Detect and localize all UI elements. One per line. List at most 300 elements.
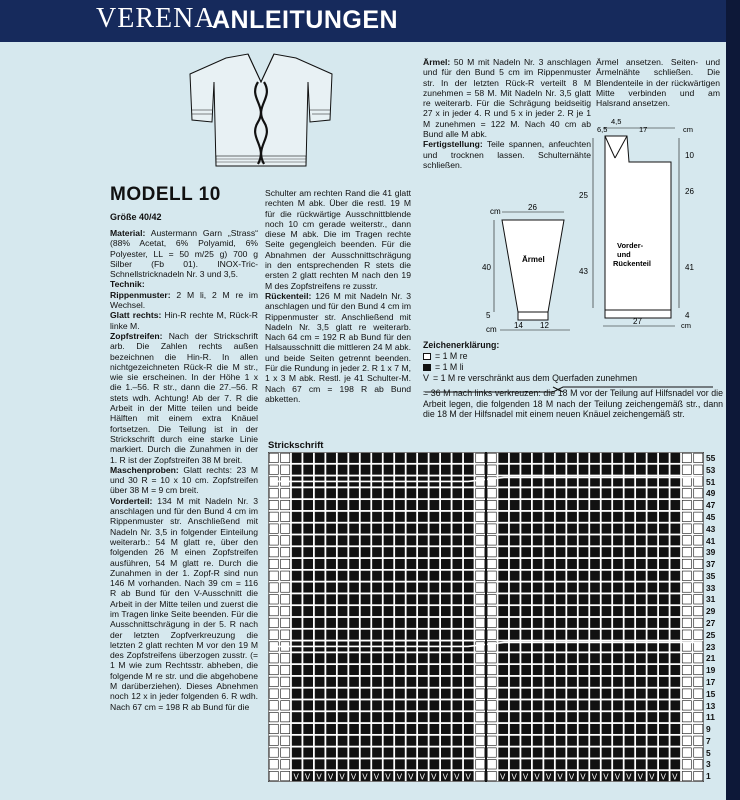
purl-cell [384, 665, 393, 674]
purl-cell [441, 748, 450, 757]
purl-cell [510, 453, 519, 462]
purl-cell [407, 630, 416, 639]
purl-cell [636, 583, 645, 592]
purl-cell [648, 630, 657, 639]
knit-cell [682, 583, 691, 592]
purl-cell [625, 665, 634, 674]
increase-mark: V [431, 772, 437, 782]
purl-cell [636, 748, 645, 757]
purl-cell [648, 547, 657, 556]
body-right-2: 26 [685, 187, 694, 196]
purl-cell [350, 489, 359, 498]
purl-cell [568, 724, 577, 733]
purl-cell [671, 701, 680, 710]
purl-cell [372, 618, 381, 627]
body-top-2: 6,5 [597, 125, 608, 134]
purl-cell [418, 760, 427, 769]
knit-cell [694, 677, 703, 686]
purl-cell [407, 712, 416, 721]
knit-cell [487, 606, 496, 615]
knit-cell [694, 571, 703, 580]
purl-cell [350, 724, 359, 733]
knit-cell [476, 595, 485, 604]
purl-cell [372, 583, 381, 592]
knit-cell [476, 512, 485, 521]
purl-cell [568, 665, 577, 674]
purl-cell [568, 571, 577, 580]
purl-cell [327, 500, 336, 509]
purl-cell [556, 724, 565, 733]
purl-cell [338, 618, 347, 627]
purl-cell [659, 500, 668, 509]
purl-cell [590, 559, 599, 568]
knit-cell [476, 654, 485, 663]
purl-cell [372, 654, 381, 663]
purl-cell [625, 536, 634, 545]
purl-cell [510, 630, 519, 639]
purl-cell [671, 748, 680, 757]
chart-row-number: 43 [706, 523, 716, 534]
knit-cell [476, 500, 485, 509]
purl-cell [304, 512, 313, 521]
purl-cell [361, 583, 370, 592]
purl-cell [407, 618, 416, 627]
purl-cell [556, 736, 565, 745]
purl-cell [464, 453, 473, 462]
chart-row-number: 47 [706, 500, 716, 511]
purl-cell [453, 547, 462, 556]
purl-cell [441, 677, 450, 686]
purl-cell [395, 712, 404, 721]
knit-cell [281, 583, 290, 592]
knit-cell [281, 630, 290, 639]
increase-mark: V [660, 772, 666, 782]
chart-row-number: 3 [706, 759, 711, 770]
purl-cell [453, 724, 462, 733]
purl-cell [499, 547, 508, 556]
instructions-column-4 [596, 57, 720, 108]
purl-cell [361, 701, 370, 710]
knit-cell [694, 595, 703, 604]
purl-cell [522, 736, 531, 745]
purl-cell [499, 595, 508, 604]
increase-mark: V [385, 772, 391, 782]
purl-cell [659, 748, 668, 757]
body-label-2: und [617, 250, 631, 259]
purl-cell [613, 724, 622, 733]
knit-cell [694, 453, 703, 462]
purl-cell [590, 606, 599, 615]
purl-cell [315, 489, 324, 498]
purl-cell [522, 618, 531, 627]
knit-cell [682, 500, 691, 509]
purl-cell [625, 559, 634, 568]
purl-cell [384, 453, 393, 462]
purl-cell [613, 689, 622, 698]
knit-cell [487, 571, 496, 580]
purl-cell [304, 571, 313, 580]
sleeve-label: Ärmel [522, 255, 545, 264]
knit-cell [269, 512, 278, 521]
knit-cell [487, 677, 496, 686]
purl-cell [613, 618, 622, 627]
purl-cell [350, 559, 359, 568]
knit-cell [269, 500, 278, 509]
knit-cell [682, 559, 691, 568]
knit-cell [476, 524, 485, 533]
purl-cell [522, 630, 531, 639]
knit-cell [682, 524, 691, 533]
purl-cell [671, 736, 680, 745]
knit-cell [269, 771, 278, 780]
purl-cell [533, 701, 542, 710]
purl-cell [304, 748, 313, 757]
purl-cell [430, 453, 439, 462]
purl-cell [659, 512, 668, 521]
purl-cell [579, 500, 588, 509]
instructions-column-1 [110, 228, 258, 712]
purl-cell [545, 618, 554, 627]
purl-cell [292, 512, 301, 521]
purl-cell [533, 524, 542, 533]
purl-cell [292, 689, 301, 698]
purl-cell [556, 677, 565, 686]
purl-cell [625, 724, 634, 733]
purl-cell [418, 524, 427, 533]
purl-cell [659, 689, 668, 698]
purl-cell [579, 701, 588, 710]
purl-cell [441, 500, 450, 509]
legend-item-purl: = 1 M li [423, 362, 723, 373]
purl-cell [499, 512, 508, 521]
purl-cell [556, 665, 565, 674]
increase-mark: V [293, 772, 299, 782]
purl-cell [315, 618, 324, 627]
purl-cell [602, 595, 611, 604]
purl-cell [372, 701, 381, 710]
purl-cell [545, 559, 554, 568]
purl-cell [510, 736, 519, 745]
purl-cell [613, 665, 622, 674]
purl-cell [499, 500, 508, 509]
purl-cell [464, 583, 473, 592]
purl-cell [568, 748, 577, 757]
purl-cell [648, 760, 657, 769]
purl-cell [648, 618, 657, 627]
purl-cell [636, 536, 645, 545]
purl-cell [384, 465, 393, 474]
purl-cell [315, 536, 324, 545]
purl-cell [441, 701, 450, 710]
purl-cell [556, 559, 565, 568]
knit-cell [682, 736, 691, 745]
purl-cell [453, 654, 462, 663]
body-left-2: 43 [579, 267, 588, 276]
chart-row-number: 7 [706, 735, 711, 746]
purl-cell [292, 489, 301, 498]
purl-cell [418, 559, 427, 568]
purl-cell [395, 595, 404, 604]
purl-cell [671, 453, 680, 462]
purl-cell [671, 524, 680, 533]
purl-cell [568, 559, 577, 568]
purl-cell [625, 689, 634, 698]
purl-cell [533, 571, 542, 580]
purl-cell [659, 595, 668, 604]
purl-cell [430, 500, 439, 509]
purl-cell [464, 547, 473, 556]
purl-cell [407, 665, 416, 674]
knit-cell [281, 654, 290, 663]
purl-cell [671, 618, 680, 627]
purl-cell [441, 583, 450, 592]
knit-cell [281, 559, 290, 568]
purl-cell [499, 606, 508, 615]
purl-cell [292, 712, 301, 721]
purl-cell [499, 654, 508, 663]
purl-cell [304, 453, 313, 462]
purl-cell [430, 701, 439, 710]
purl-cell [625, 654, 634, 663]
purl-cell [625, 500, 634, 509]
purl-cell [659, 465, 668, 474]
purl-cell [499, 724, 508, 733]
sleeve-cuff: 5 [486, 311, 491, 320]
purl-cell [372, 465, 381, 474]
purl-cell [671, 760, 680, 769]
purl-cell [613, 571, 622, 580]
purl-cell [418, 571, 427, 580]
body-label-3: Rückenteil [613, 259, 651, 268]
empty-square-icon [423, 353, 431, 360]
purl-cell [545, 547, 554, 556]
purl-cell [327, 536, 336, 545]
purl-cell [338, 500, 347, 509]
sleeve-bottom-1: 14 [514, 321, 523, 330]
purl-cell [407, 736, 416, 745]
chart-row-number: 33 [706, 582, 716, 593]
knit-cell [694, 583, 703, 592]
purl-cell [453, 677, 462, 686]
purl-cell [602, 689, 611, 698]
purl-cell [556, 571, 565, 580]
purl-cell [418, 701, 427, 710]
purl-cell [430, 512, 439, 521]
purl-cell [602, 630, 611, 639]
purl-cell [395, 689, 404, 698]
purl-cell [648, 524, 657, 533]
purl-cell [292, 606, 301, 615]
purl-cell [315, 630, 324, 639]
knit-cell [281, 547, 290, 556]
increase-mark: V [373, 772, 380, 782]
purl-cell [590, 512, 599, 521]
purl-cell [292, 583, 301, 592]
purl-cell [418, 453, 427, 462]
paragraph: Vorderteil: 134 M mit Nadeln Nr. 3 anschlagen und für den Bund 4 cm im Rippenmuster str. Anschließend mit Nadeln Nr. 3,5 in folgender Einteilung weiterarb.: 54 M glatt re, über den folgenden 26 M einen Zopfstreifen ausführen, 54 M glatt re. Durch die Zunahmen in der 1. Zopf-R sind nun 146 M vorhanden. Nach 39 cm = 116 R ab Bund für den V-Ausschnitt die Arbeit in der Mitte teilen und zuerst die im Tragen linke Seite beenden. Für die Ausschnittschrägung in der 5. R nach der letzten Zopfverkreuzung die letzten 2 glatt rechten M vor den 19 M des Zopfstreifens überzogen zusstr. (= 1 M wie zum Rechtsstr. abheben, die folgende M re str. und die abgehobene M darüberziehen). Dieses Abnehmen noch 12 x in jeder folgenden 6. R wdh. Nach 67 cm = 198 R ab Bund für die [110, 495, 258, 712]
purl-cell [568, 500, 577, 509]
purl-cell [464, 736, 473, 745]
purl-cell [510, 724, 519, 733]
purl-cell [407, 500, 416, 509]
purl-cell [671, 677, 680, 686]
legend-item-knit: = 1 M re [423, 351, 723, 362]
purl-cell [533, 677, 542, 686]
purl-cell [522, 583, 531, 592]
purl-cell [418, 489, 427, 498]
knit-cell [269, 760, 278, 769]
knit-cell [487, 524, 496, 533]
purl-cell [350, 701, 359, 710]
knit-cell [694, 630, 703, 639]
purl-cell [579, 712, 588, 721]
purl-cell [453, 465, 462, 474]
purl-cell [418, 677, 427, 686]
purl-cell [418, 712, 427, 721]
purl-cell [430, 618, 439, 627]
purl-cell [499, 760, 508, 769]
purl-cell [510, 760, 519, 769]
purl-cell [602, 547, 611, 556]
chart-row-number: 19 [706, 665, 716, 676]
purl-cell [522, 665, 531, 674]
purl-cell [407, 559, 416, 568]
purl-cell [327, 736, 336, 745]
purl-cell [407, 489, 416, 498]
purl-cell [613, 595, 622, 604]
purl-cell [499, 677, 508, 686]
purl-cell [556, 630, 565, 639]
knit-cell [682, 489, 691, 498]
purl-cell [602, 512, 611, 521]
body-top-3: 17 [639, 125, 648, 134]
purl-cell [453, 595, 462, 604]
purl-cell [579, 465, 588, 474]
knit-cell [281, 524, 290, 533]
purl-cell [671, 512, 680, 521]
increase-mark: V [637, 772, 644, 782]
purl-cell [602, 571, 611, 580]
purl-cell [556, 689, 565, 698]
purl-cell [568, 524, 577, 533]
knit-cell [694, 712, 703, 721]
knit-cell [476, 642, 485, 651]
purl-cell [430, 606, 439, 615]
purl-cell [384, 748, 393, 757]
purl-cell [384, 724, 393, 733]
chart-row-number: 17 [706, 676, 716, 687]
purl-cell [304, 583, 313, 592]
knit-cell [281, 536, 290, 545]
purl-cell [292, 500, 301, 509]
purl-cell [590, 748, 599, 757]
chart-row-number: 5 [706, 747, 711, 758]
purl-cell [464, 701, 473, 710]
purl-cell [590, 665, 599, 674]
purl-cell [304, 654, 313, 663]
purl-cell [292, 547, 301, 556]
purl-cell [464, 677, 473, 686]
knit-cell [281, 595, 290, 604]
knit-cell [487, 583, 496, 592]
purl-cell [395, 559, 404, 568]
purl-cell [418, 512, 427, 521]
purl-cell [499, 571, 508, 580]
purl-cell [568, 583, 577, 592]
knit-cell [682, 453, 691, 462]
purl-cell [315, 524, 324, 533]
purl-cell [292, 654, 301, 663]
purl-cell [499, 736, 508, 745]
purl-cell [545, 595, 554, 604]
paragraph: Fertigstellung: Teile spannen, anfeuchten und trocknen lassen. Schulternähte schließen. [423, 139, 591, 170]
chart-row-number: 53 [706, 464, 716, 475]
knit-cell [487, 724, 496, 733]
purl-cell [372, 595, 381, 604]
purl-cell [338, 630, 347, 639]
purl-cell [304, 489, 313, 498]
purl-cell [510, 500, 519, 509]
knit-cell [269, 489, 278, 498]
purl-cell [671, 689, 680, 698]
purl-cell [350, 571, 359, 580]
purl-cell [350, 465, 359, 474]
purl-cell [545, 512, 554, 521]
purl-cell [327, 489, 336, 498]
purl-cell [499, 630, 508, 639]
body-bottom-unit: cm [681, 321, 691, 330]
purl-cell [304, 712, 313, 721]
purl-cell [338, 512, 347, 521]
purl-cell [659, 489, 668, 498]
purl-cell [464, 665, 473, 674]
purl-cell [545, 665, 554, 674]
purl-cell [556, 583, 565, 592]
purl-cell [327, 453, 336, 462]
purl-cell [292, 536, 301, 545]
purl-cell [464, 748, 473, 757]
purl-cell [510, 654, 519, 663]
purl-cell [418, 618, 427, 627]
knit-cell [476, 677, 485, 686]
purl-cell [625, 677, 634, 686]
increase-mark: V [649, 772, 655, 782]
purl-cell [522, 536, 531, 545]
purl-cell [441, 724, 450, 733]
purl-cell [533, 489, 542, 498]
purl-cell [659, 618, 668, 627]
purl-cell [350, 453, 359, 462]
purl-cell [545, 654, 554, 663]
purl-cell [533, 665, 542, 674]
purl-cell [304, 701, 313, 710]
purl-cell [648, 571, 657, 580]
purl-cell [659, 453, 668, 462]
purl-cell [407, 524, 416, 533]
purl-cell [579, 689, 588, 698]
knit-cell [269, 465, 278, 474]
purl-cell [636, 465, 645, 474]
purl-cell [545, 500, 554, 509]
purl-cell [327, 724, 336, 733]
body-cuff: 4 [685, 311, 690, 320]
purl-cell [568, 606, 577, 615]
purl-cell [350, 677, 359, 686]
purl-cell [327, 571, 336, 580]
knit-cell [682, 654, 691, 663]
knit-cell [682, 547, 691, 556]
purl-cell [522, 489, 531, 498]
